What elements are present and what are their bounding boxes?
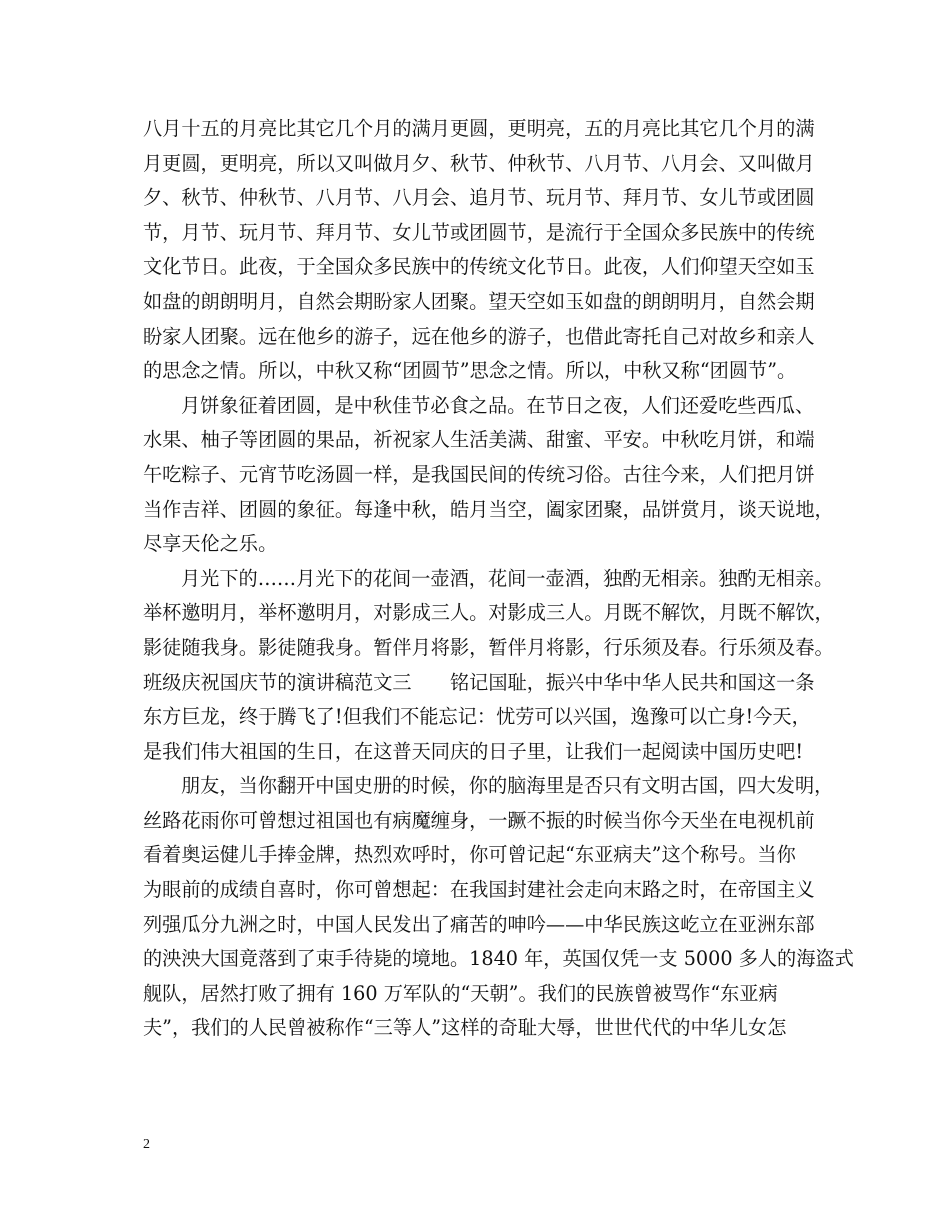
text-line: 的泱泱大国竟落到了束手待毙的境地。1840 年，英国仅凭一支 5000 多人的海盗式 [143,947,854,971]
text-line: 举杯邀明月，举杯邀明月，对影成三人。对影成三人。月既不解饮，月既不解饮， [143,601,834,625]
text-line: 节，月节、玩月节、拜月节、女儿节或团圆节，是流行于全国众多民族中的传统 [143,220,815,244]
text-line: 水果、柚子等团圆的果品，祈祝家人生活美满、甜蜜、平安。中秋吃月饼，和端 [143,428,815,452]
text-line: 东方巨龙，终于腾飞了!但我们不能忘记：忧劳可以兴国，逸豫可以亡身!今天， [143,705,811,729]
text-line: 尽享天伦之乐。 [143,532,278,556]
text-line: 如盘的朗朗明月，自然会期盼家人团聚。望天空如玉如盘的朗朗明月，自然会期 [143,289,815,313]
text-line: 月更圆，更明亮，所以又叫做月夕、秋节、仲秋节、八月节、八月会、又叫做月 [143,151,815,175]
text-line: 为眼前的成绩自喜时，你可曾想起：在我国封建社会走向末路之时，在帝国主义 [143,878,815,902]
text-line: 盼家人团聚。远在他乡的游子，远在他乡的游子，也借此寄托自己对故乡和亲人 [143,324,815,348]
text-line: 朋友，当你翻开中国史册的时候，你的脑海里是否只有文明古国，四大发明， [181,774,834,798]
text-line: 月光下的……月光下的花间一壶酒，花间一壶酒，独酌无相亲。独酌无相亲。 [181,566,834,590]
text-line: 丝路花雨你可曾想过祖国也有病魔缠身，一蹶不振的时候当你今天坐在电视机前 [143,808,815,832]
text-line: 看着奥运健儿手捧金牌，热烈欢呼时，你可曾记起“东亚病夫”这个称号。当你 [143,843,796,867]
body-text [143,112,854,1046]
text-line: 列强瓜分九洲之时，中国人民发出了痛苦的呻吟——中华民族这屹立在亚洲东部 [143,912,815,936]
text-line: 午吃粽子、元宵节吃汤圆一样，是我国民间的传统习俗。古往今来，人们把月饼 [143,462,815,486]
text-line: 舰队，居然打败了拥有 160 万军队的“天朝”。我们的民族曾被骂作“东亚病 [143,981,778,1005]
text-line: 当作吉祥、团圆的象征。每逢中秋，皓月当空，阖家团聚，品饼赏月，谈天说地， [143,497,834,521]
text-line: 的思念之情。所以，中秋又称“团圆节”思念之情。所以，中秋又称“团圆节”。 [143,359,797,383]
text-line: 班级庆祝国庆节的演讲稿范文三 铭记国耻，振兴中华中华人民共和国这一条 [143,670,815,694]
text-line: 影徒随我身。影徒随我身。暂伴月将影，暂伴月将影，行乐须及春。行乐须及春。 [143,635,834,659]
text-line: 八月十五的月亮比其它几个月的满月更圆，更明亮，五的月亮比其它几个月的满 [143,117,815,140]
text-line: 夕、秋节、仲秋节、八月节、八月会、追月节、玩月节、拜月节、女儿节或团圆 [143,186,815,210]
text-line: 文化节日。此夜，于全国众多民族中的传统文化节日。此夜，人们仰望天空如玉 [143,255,815,279]
text-line: 是我们伟大祖国的生日，在这普天同庆的日子里，让我们一起阅读中国历史吧! [143,739,804,763]
text-line: 月饼象征着团圆，是中秋佳节必食之品。在节日之夜，人们还爱吃些西瓜、 [181,393,815,417]
text-line: 夫”，我们的人民曾被称作“三等人”这样的奇耻大辱，世世代代的中华儿女怎 [143,1016,787,1040]
page-number: 2 [143,1137,150,1152]
